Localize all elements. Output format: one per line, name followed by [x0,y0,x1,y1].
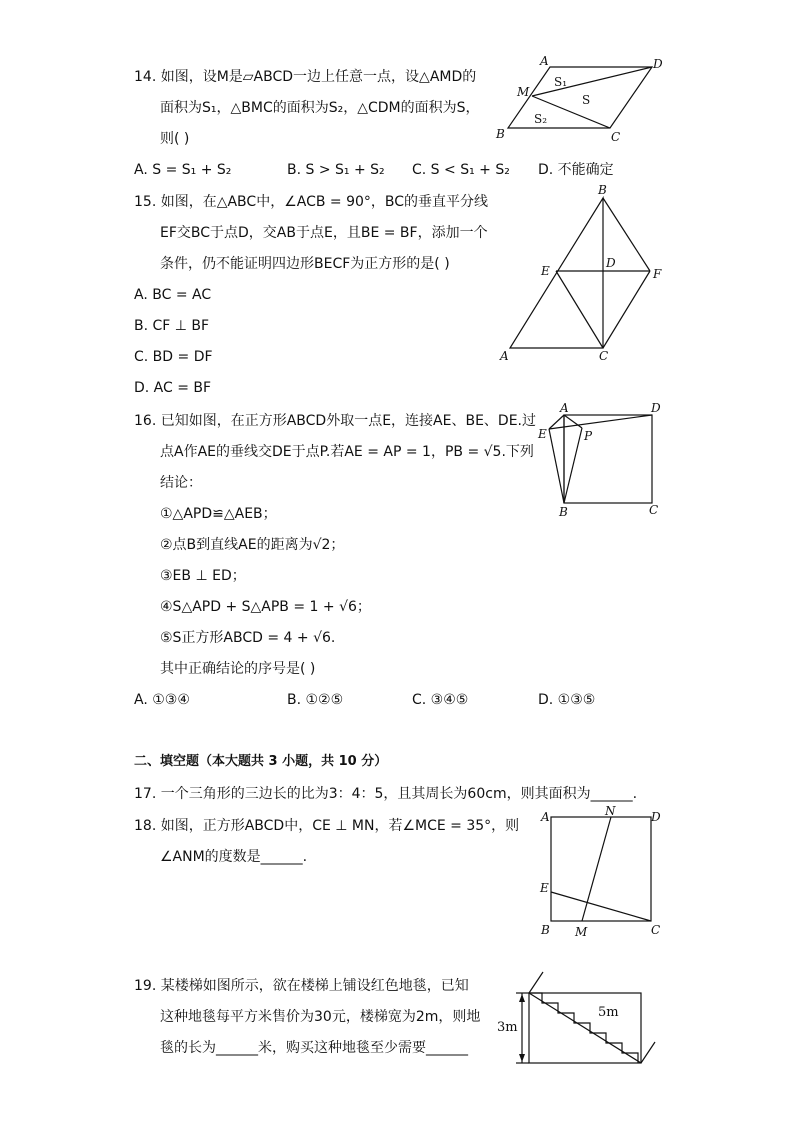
q19-line-3: 毯的长为______米，购买这种地毯至少需要______ [160,1040,468,1056]
q14-option-d: D. 不能确定 [538,162,614,178]
segment-eb [549,429,564,503]
label-b: B [541,923,550,937]
q16-option-d: D. ①③⑤ [538,692,596,708]
label-n: N [605,805,616,818]
stair-steps [529,993,638,1063]
q14-line-1: 14. 如图，设M是▱ABCD一边上任意一点，设△AMD的 [134,69,477,85]
q15-option-b: B. CF ⊥ BF [134,318,210,334]
label-s: S [582,93,591,107]
label-a: A [540,55,549,68]
label-a: A [560,401,569,415]
segment-pb [564,428,582,503]
q16-line-2: 点A作AE的垂线交DE于点P.若AE = AP = 1，PB = √5.下列 [160,444,534,460]
q16-option-b: B. ①②⑤ [287,692,344,708]
segment-ec [551,892,651,921]
label-b: B [559,505,568,519]
label-b: B [496,127,505,141]
q18-figure [535,805,675,940]
label-m: M [575,925,588,939]
q18-line-2: ∠ANM的度数是______. [160,849,308,865]
label-d: D [651,401,661,415]
segment-fc [603,271,650,348]
q16-conclusion-1: ①△APD≌△AEB； [160,506,277,522]
label-f: F [653,267,662,281]
label-e: E [538,427,547,441]
q16-conclusion-3: ③EB ⊥ ED； [160,568,246,584]
label-p: P [584,429,593,443]
q16-option-c: C. ③④⑤ [412,692,469,708]
slant-tick-bottom [641,1042,655,1063]
q15-option-a: A. BC = AC [134,287,212,303]
q16-line-1: 16. 已知如图，在正方形ABCD外取一点E，连接AE、BE、DE.过 [134,413,536,429]
q16-question: 其中正确结论的序号是( ) [160,661,316,677]
q15-line-1: 15. 如图，在△ABC中，∠ACB = 90°，BC的垂直平分线 [134,194,489,210]
label-a: A [541,810,550,824]
q16-option-a: A. ①③④ [134,692,190,708]
label-e: E [541,264,550,278]
q17-text: 17. 一个三角形的三边长的比为3：4：5，且其周长为60cm，则其面积为______. [134,786,638,802]
label-c: C [649,503,659,517]
q16-conclusion-4: ④S△APD + S△APB = 1 + √6； [160,599,371,615]
section-2-title: 二、填空题（本大题共 3 小题，共 10 分） [134,754,388,769]
segment-md [532,67,652,96]
label-d: D [653,57,663,71]
label-height: 3m [497,1020,518,1035]
q16-figure [530,398,670,523]
q14-line-3: 则( ) [160,131,190,147]
label-c: C [651,923,661,937]
label-c: C [599,349,609,363]
q19-figure [495,965,670,1070]
label-d: D [606,256,616,270]
q14-option-a: A. S = S₁ + S₂ [134,162,232,178]
q16-conclusion-2: ②点B到直线AE的距离为√2； [160,537,345,553]
label-m: M [517,85,530,99]
square-abcd [551,817,651,921]
label-c: C [611,130,621,144]
label-a: A [500,349,509,363]
label-slant: 5m [598,1005,619,1020]
label-s1: S₁ [554,75,568,89]
q14-option-c: C. S < S₁ + S₂ [412,162,510,178]
q15-line-2: EF交BC于点D，交AB于点E，且BE = BF，添加一个 [160,225,488,241]
slant-tick-top [529,972,543,993]
label-s2: S₂ [534,112,548,126]
segment-ec [556,271,603,348]
label-e: E [540,881,549,895]
q15-option-c: C. BD = DF [134,349,213,365]
q14-line-2: 面积为S₁，△BMC的面积为S₂，△CDM的面积为S， [160,100,480,116]
q16-conclusion-5: ⑤S正方形ABCD = 4 + √6. [160,630,336,646]
q19-line-1: 19. 某楼梯如图所示，欲在楼梯上铺设红色地毯，已知 [134,978,469,994]
q15-line-3: 条件，仍不能证明四边形BECF为正方形的是( ) [160,256,450,272]
label-b: B [598,183,607,197]
square-abcd [564,415,652,503]
arrow-down [519,1054,525,1062]
q19-line-2: 这种地毯每平方米售价为30元，楼梯宽为2m，则地 [160,1009,481,1025]
q15-figure [495,180,675,365]
q14-option-b: B. S > S₁ + S₂ [287,162,385,178]
label-d: D [651,810,661,824]
parallelogram-abcd [508,67,652,128]
q16-line-3: 结论： [160,475,202,491]
arrow-up [519,994,525,1002]
q18-line-1: 18. 如图，正方形ABCD中，CE ⊥ MN，若∠MCE = 35°，则 [134,818,520,834]
q14-figure [490,55,670,145]
q15-option-d: D. AC = BF [134,380,212,396]
